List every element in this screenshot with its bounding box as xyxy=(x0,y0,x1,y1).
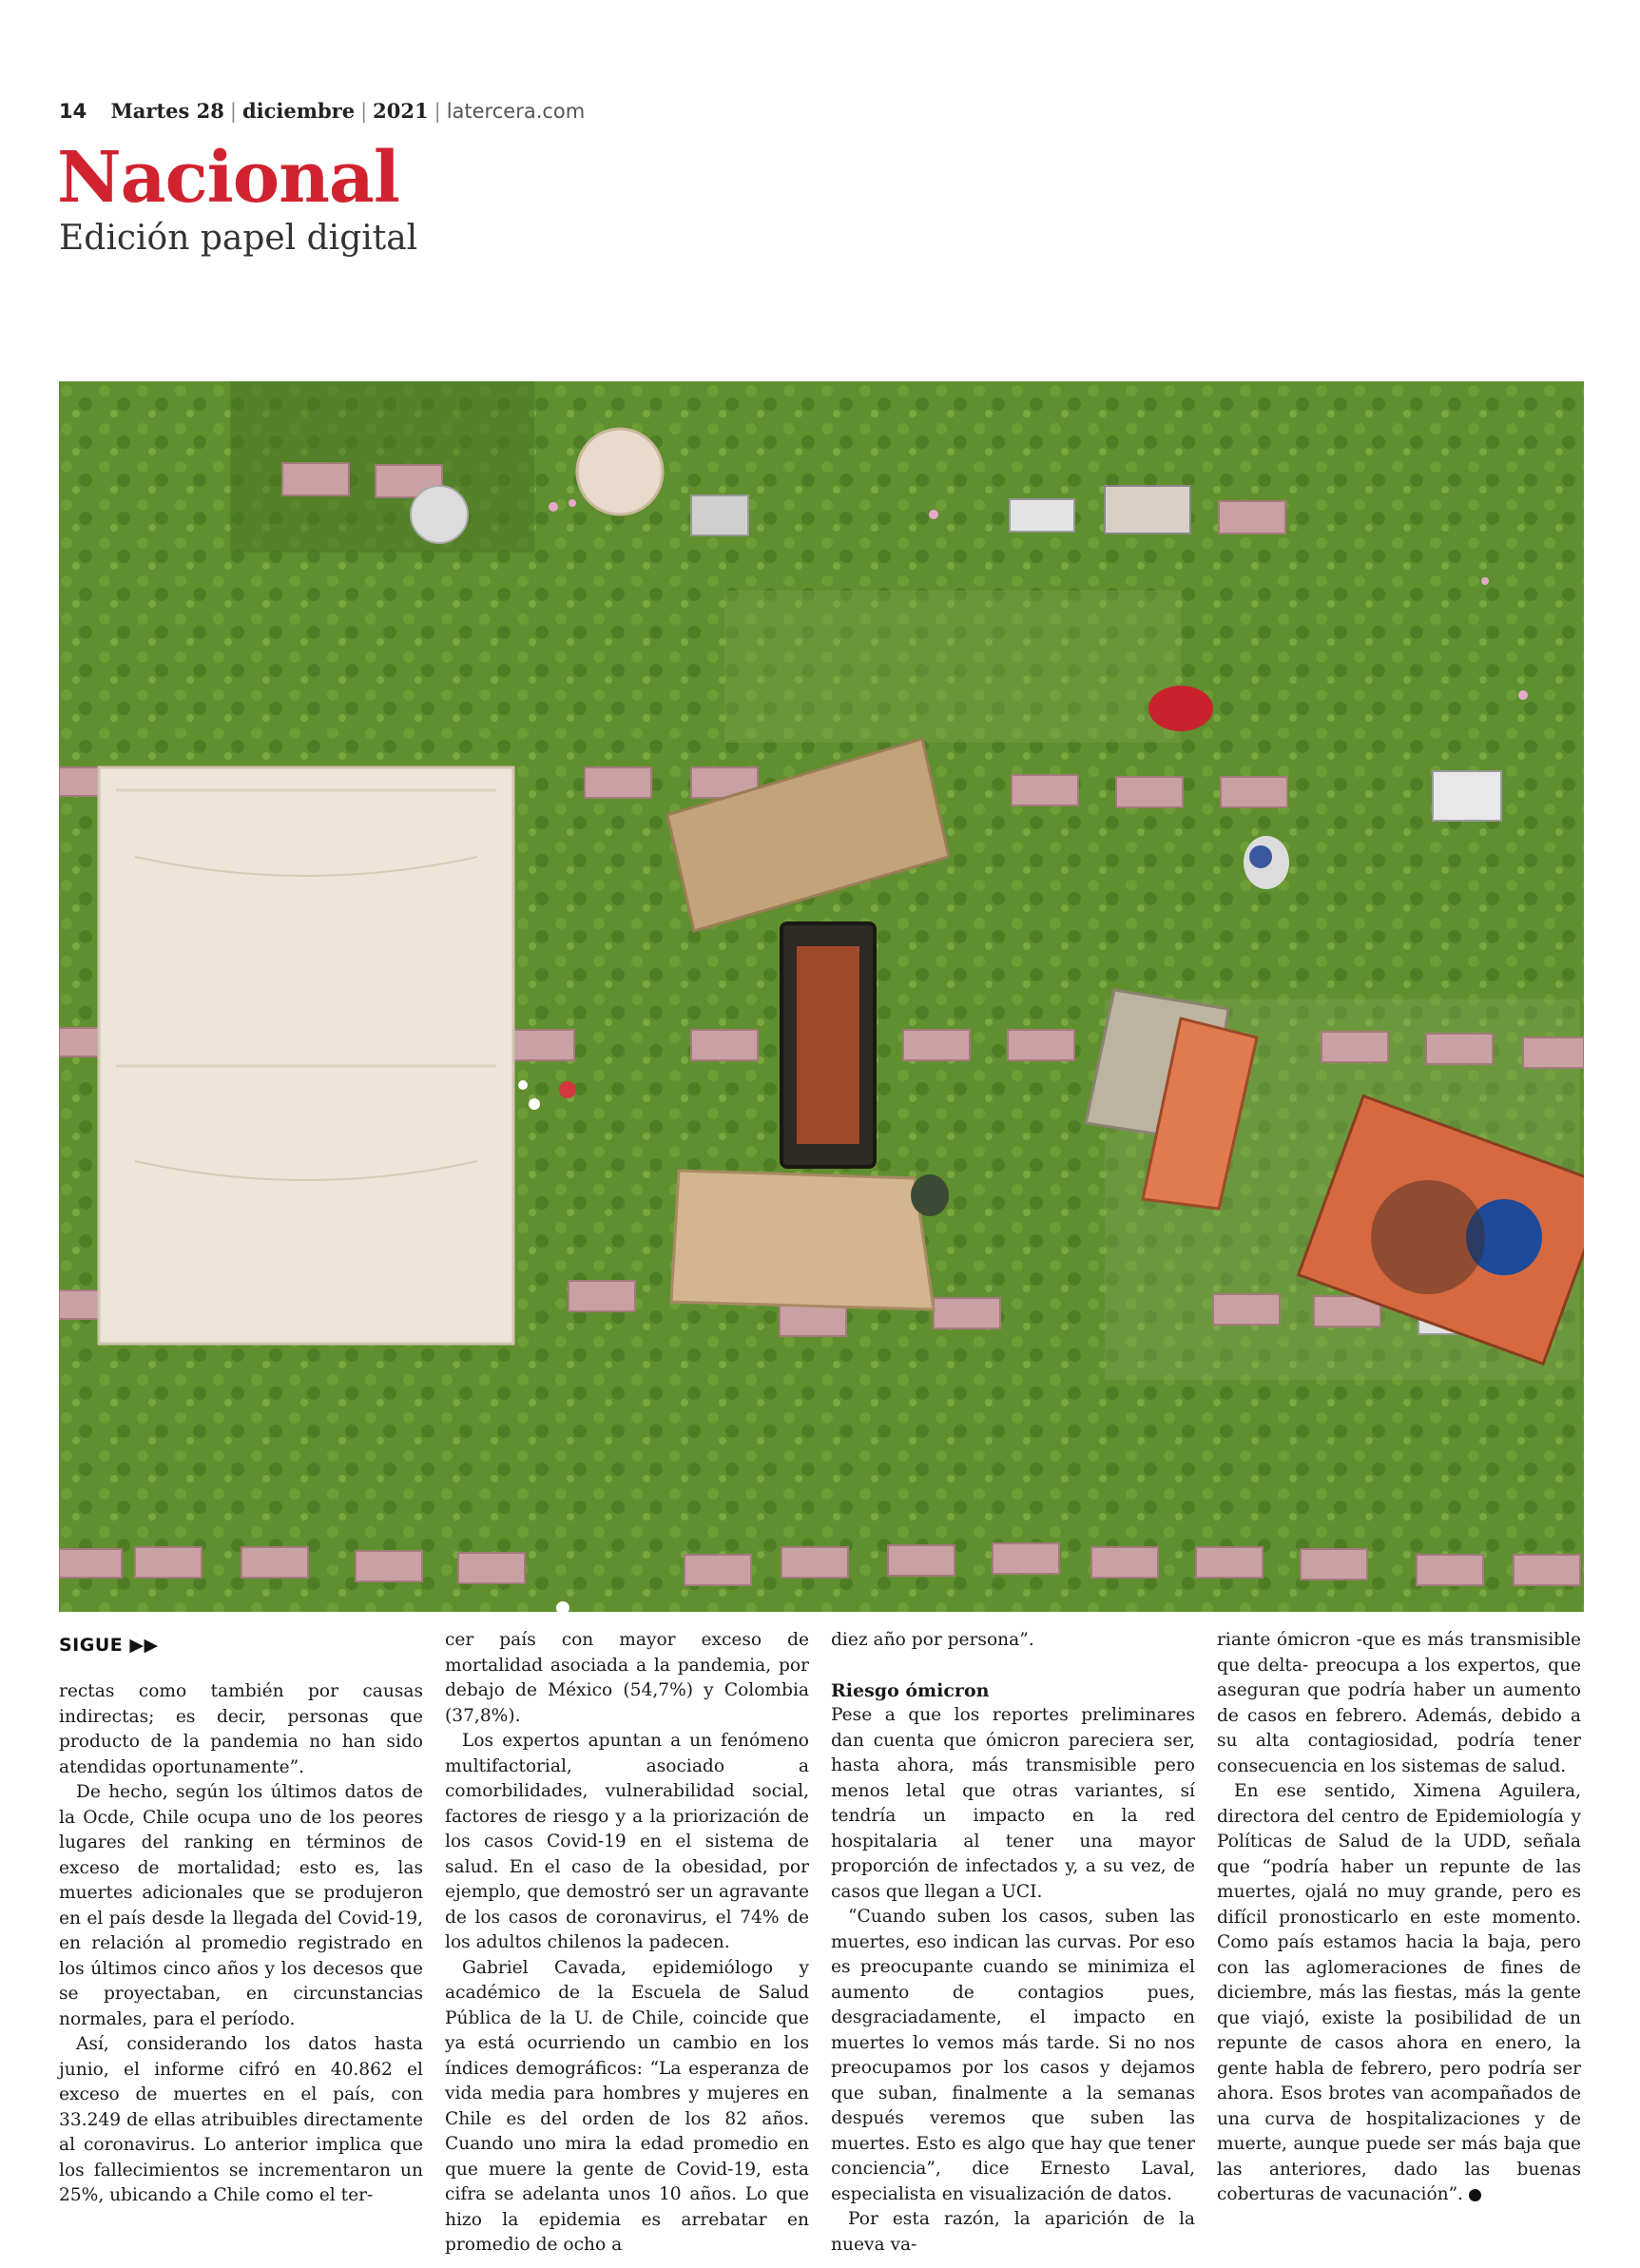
paragraph xyxy=(1217,1779,1581,2208)
page-number: 14 xyxy=(59,100,87,123)
subheading: Riesgo ómicron xyxy=(831,1679,990,1701)
paragraph: Gabriel Cavada, epidemiólogo y académico de la Escuela de Salud Pública de la U. de Chile, coincide que ya está ocurriendo un cambio en los índices demográficos: “La esperanza de vida media para hombres y mujeres en Chile es del orden de los 82 años. Cuando uno mira la edad promedio en que muere la gente de Covid-19, esta cifra se adelanta unos 10 años. Lo que hizo la epidemia es arrebatar en promedio de ocho a xyxy=(445,1957,809,2255)
paragraph-text: En ese sentido, Ximena Aguilera, directora del centro de Epidemiología y Políticas de Salud de la UDD, señala que “podría haber un repunte de las muertes, ojalá no muy grande, pero es difícil pronosticarlo en este momento. Como país estamos hacia la baja, pero con las aglomeraciones de fines de diciembre, más las fiestas, más la gente que viajó, existe la posibilidad de un repunte de casos ahora en enero, la gente habla de febrero, pero podría ser ahora. Esos brotes van acompañados de una curva de hospitalizaciones y de muerte, aunque puede ser más baja que las anteriores, dado las buenas coberturas de vacunación”. xyxy=(1217,1781,1581,2204)
header-day: Martes 28 xyxy=(110,99,224,123)
paragraph: Por esta razón, la aparición de la nueva va- xyxy=(831,2209,1195,2255)
section-subtitle: Edición papel digital xyxy=(59,219,418,258)
text-column-4 xyxy=(1217,1628,1581,2208)
spacer xyxy=(831,1654,1195,1678)
text-column-3 xyxy=(831,1628,1195,2258)
aerial-cemetery-photo xyxy=(59,381,1584,1612)
paragraph: riante ómicron -que es más transmisible que delta- preocupa a los expertos, que aseguran que podría haber un aumento de casos en febrero. Además, debido a su alta contagiosidad, podría tener consecuencia en los sistemas de salud. xyxy=(1217,1630,1581,1776)
paragraph: De hecho, según los últimos datos de la Ocde, Chile ocupa uno de los peores lugares del ranking en términos de exceso de mortalidad; esto es, las muertes adicionales que se produjeron en el país desde la llegada del Covid-19, en relación al promedio registrado en los últimos cinco años y los decesos que se proyectaban, en circunstancias normales, para el período. xyxy=(59,1782,423,2029)
header-month: diciembre xyxy=(241,99,356,123)
paragraph: rectas como también por causas indirectas; es decir, personas que producto de la pandemia no han sido atendidas oportunamente”. xyxy=(59,1681,423,1777)
text-column-2 xyxy=(445,1628,809,2258)
header-site[interactable]: latercera.com xyxy=(446,100,586,123)
header-separator: | xyxy=(434,100,441,123)
page-header xyxy=(59,99,585,123)
paragraph: Pese a que los reportes preliminares dan cuenta que ómicron pareciera ser, hasta ahora, más transmisible pero menos letal que otras variantes, sí tendría un impacto en la red hospitalaria al tener una mayor proporción de infectados y, a su vez, de casos que llegan a UCI. xyxy=(831,1705,1195,1902)
paragraph: cer país con mayor exceso de mortalidad asociada a la pandemia, por debajo de México (54,7%) y Colombia (37,8%). xyxy=(445,1630,809,1726)
sigue-label: SIGUE ▶▶ xyxy=(59,1635,159,1656)
paragraph: Los expertos apuntan a un fenómeno multifactorial, asociado a comorbilidades, vulnerabilidad social, factores de riesgo y a la priorización de los casos Covid-19 en el sistema de salud. En el caso de la obesidad, por ejemplo, que demostró ser un agravante de los casos de coronavirus, el 74% de los adultos chilenos la padecen. xyxy=(445,1731,809,1952)
text-column-1 xyxy=(59,1679,423,2209)
paragraph: diez año por persona”. xyxy=(831,1630,1034,1650)
paragraph: Así, considerando los datos hasta junio, el informe cifró en 40.862 el exceso de muertes en el país, con 33.249 de ellas atribuibles directamente al coronavirus. Lo anterior implica que los fallecimientos se incrementaron un 25%, ubicando a Chile como el ter- xyxy=(59,2034,423,2205)
header-separator: | xyxy=(360,100,368,123)
section-title: Nacional xyxy=(57,137,399,219)
end-mark-icon xyxy=(1469,2189,1481,2201)
header-year: 2021 xyxy=(373,99,429,123)
header-separator: | xyxy=(229,100,237,123)
paragraph: “Cuando suben los casos, suben las muertes, eso indican las curvas. Por eso es preocupante cuando se minimiza el aumento de contagios pues, desgraciadamente, el impacto en muertes lo vemos más tarde. Si no nos preocupamos por los casos y dejamos que suban, finalmente a la semanas después veremos que suben las muertes. Esto es algo que hay que tener conciencia”, dice Ernesto Laval, especialista en visualización de datos. xyxy=(831,1907,1195,2204)
